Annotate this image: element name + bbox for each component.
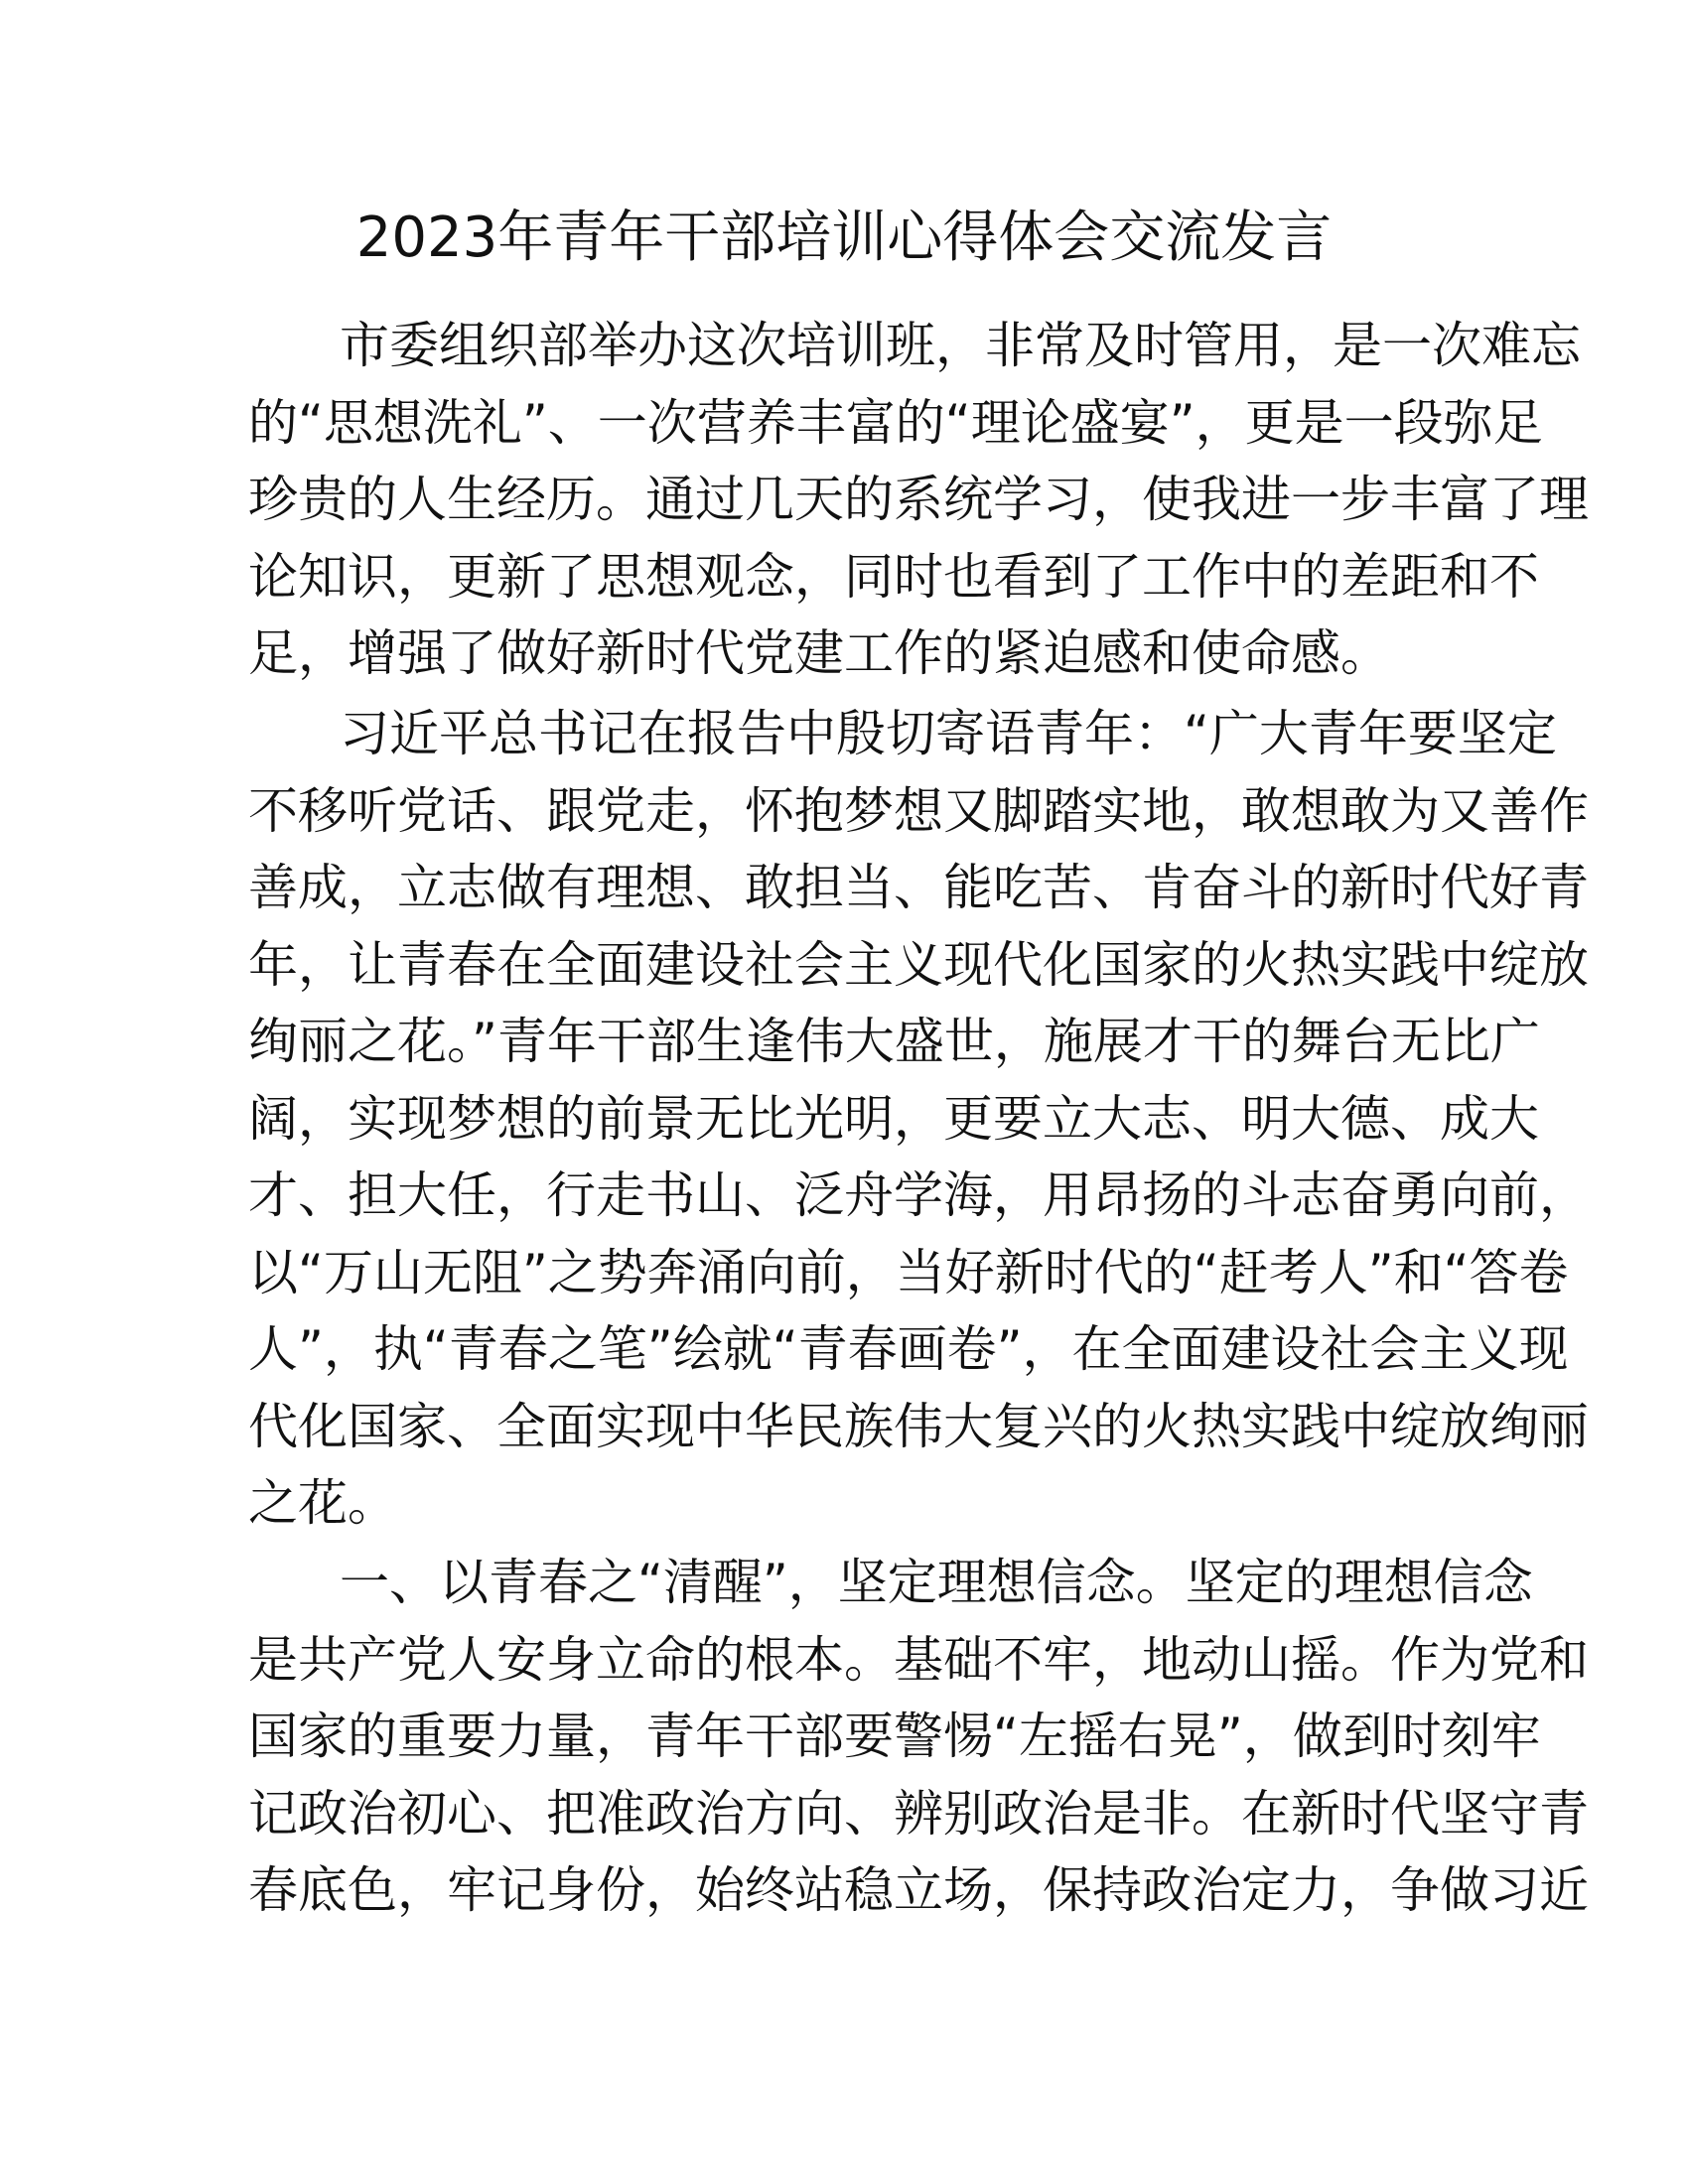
paragraph-line: 的“思想洗礼”、一次营养丰富的“理论盛宴”，更是一段弥足	[248, 393, 1543, 452]
paragraph-line: 市委组织部举办这次培训班，非常及时管用，是一次难忘	[340, 317, 1581, 374]
document-title: 2023年青年干部培训心得体会交流发言	[355, 205, 1333, 270]
paragraph-line: 是共产党人安身立命的根本。基础不牢，地动山摇。作为党和	[248, 1630, 1589, 1689]
paragraph-line: 阔，实现梦想的前景无比光明，更要立大志、明大德、成大	[248, 1089, 1539, 1148]
paragraph-line: 绚丽之花。”青年干部生逢伟大盛世，施展才干的舞台无比广	[248, 1013, 1540, 1070]
paragraph-line: 才、担大任，行走书山、泛舟学海，用昂扬的斗志奋勇向前，	[248, 1166, 1589, 1224]
paragraph-2	[248, 696, 1589, 1543]
paragraph-line: 善成，立志做有理想、敢担当、能吃苦、肯奋斗的新时代好青	[248, 859, 1589, 916]
paragraph-line: 记政治初心、把准政治方向、辨别政治是非。在新时代坚守青	[248, 1784, 1589, 1843]
paragraph-line: 以“万山无阻”之势奔涌向前，当好新时代的“赶考人”和“答卷	[248, 1243, 1569, 1301]
paragraph-line: 之花。	[248, 1474, 397, 1532]
paragraph-3	[248, 1545, 1589, 1930]
paragraph-line: 春底色，牢记身份，始终站稳立场，保持政治定力，争做习近	[248, 1861, 1589, 1919]
paragraph-line: 一、以青春之“清醒”，坚定理想信念。坚定的理想信念	[340, 1554, 1533, 1611]
paragraph-line: 不移听党话、跟党走，怀抱梦想又脚踏实地，敢想敢为又善作	[248, 781, 1589, 840]
paragraph-line: 足，增强了做好新时代党建工作的紧迫感和使命感。	[248, 624, 1390, 682]
paragraph-line: 人”，执“青春之笔”绘就“青春画卷”，在全面建设社会主义现	[248, 1320, 1569, 1378]
paragraph-line: 年，让青春在全面建设社会主义现代化国家的火热实践中绽放	[248, 935, 1589, 994]
paragraph-1	[248, 308, 1589, 693]
paragraph-line: 代化国家、全面实现中华民族伟大复兴的火热实践中绽放绚丽	[248, 1397, 1589, 1455]
paragraph-line: 国家的重要力量，青年干部要警惕“左摇右晃”，做到时刻牢	[248, 1707, 1541, 1765]
paragraph-line: 论知识，更新了思想观念，同时也看到了工作中的差距和不	[248, 547, 1539, 606]
paragraph-line: 珍贵的人生经历。通过几天的系统学习，使我进一步丰富了理	[248, 471, 1589, 528]
paragraph-line: 习近平总书记在报告中殷切寄语青年：“广大青年要坚定	[340, 705, 1557, 762]
